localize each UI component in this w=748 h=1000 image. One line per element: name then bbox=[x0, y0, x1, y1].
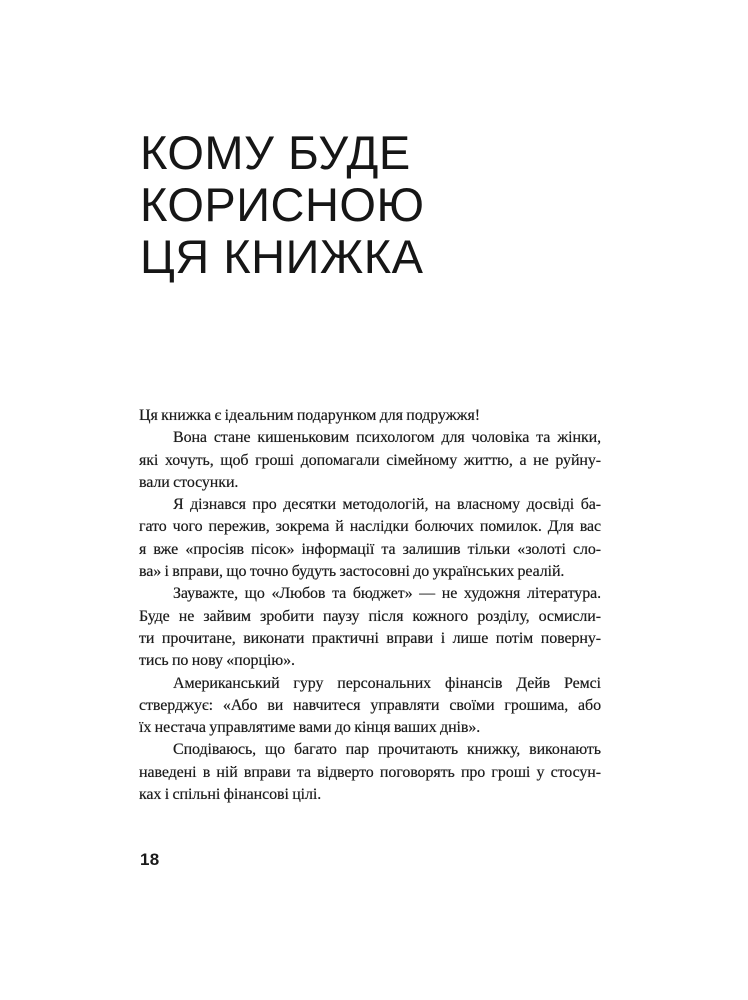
body-line: Американський гуру персональних фінансів Дейв Ремсі bbox=[173, 674, 601, 692]
body-line: Вона стане кишеньковим психологом для чоловіка та жінки, bbox=[173, 429, 601, 447]
chapter-title-line: КОМУ БУДЕ bbox=[140, 126, 411, 179]
body-line: вали стосунки. bbox=[139, 473, 239, 491]
body-line: їх нестача управлятиме вами до кінця ваших днів». bbox=[139, 719, 481, 737]
page-number: 18 bbox=[140, 850, 160, 869]
body-line: ти прочитане, виконати практичні вправи і лише потім поверну- bbox=[139, 629, 601, 647]
body-line: ках і спільні фінансові цілі. bbox=[139, 786, 322, 804]
body-line: Ця книжка є ідеальним подарунком для подружжя! bbox=[139, 407, 481, 424]
body-line: ва» і вправи, що точно будуть застосовні до українських реалій. bbox=[139, 563, 565, 581]
chapter-title-line: ЦЯ КНИЖКА bbox=[140, 230, 424, 283]
body-line: Я дізнався про десятки методологій, на власному досвіді ба- bbox=[173, 496, 601, 514]
body-line: стверджує: «Або ви навчитеся управляти своїми грошима, або bbox=[139, 696, 601, 714]
body-line: Сподіваюсь, що багато пар прочитають книжку, виконають bbox=[173, 741, 601, 759]
body-line: я вже «просіяв пісок» інформації та залишив тільки «золоті сло- bbox=[139, 540, 601, 558]
chapter-title bbox=[140, 127, 424, 283]
body-line: тись по нову «порцію». bbox=[139, 652, 295, 670]
body-line: гато чого пережив, зокрема й наслідки болючих помилок. Для вас bbox=[139, 518, 601, 536]
body-line: які хочуть, щоб гроші допомагали сімейному життю, а не руйну- bbox=[139, 451, 601, 469]
chapter-title-line: КОРИСНОЮ bbox=[140, 178, 425, 231]
body-text bbox=[139, 405, 601, 806]
body-line: Зауважте, що «Любов та бюджет» — не художня література. bbox=[173, 585, 601, 603]
body-line: Буде не зайвим зробити паузу після кожного розділу, осмисли- bbox=[139, 607, 601, 625]
body-line: наведені в ній вправи та відверто поговорять про гроші у стосун- bbox=[139, 763, 601, 781]
